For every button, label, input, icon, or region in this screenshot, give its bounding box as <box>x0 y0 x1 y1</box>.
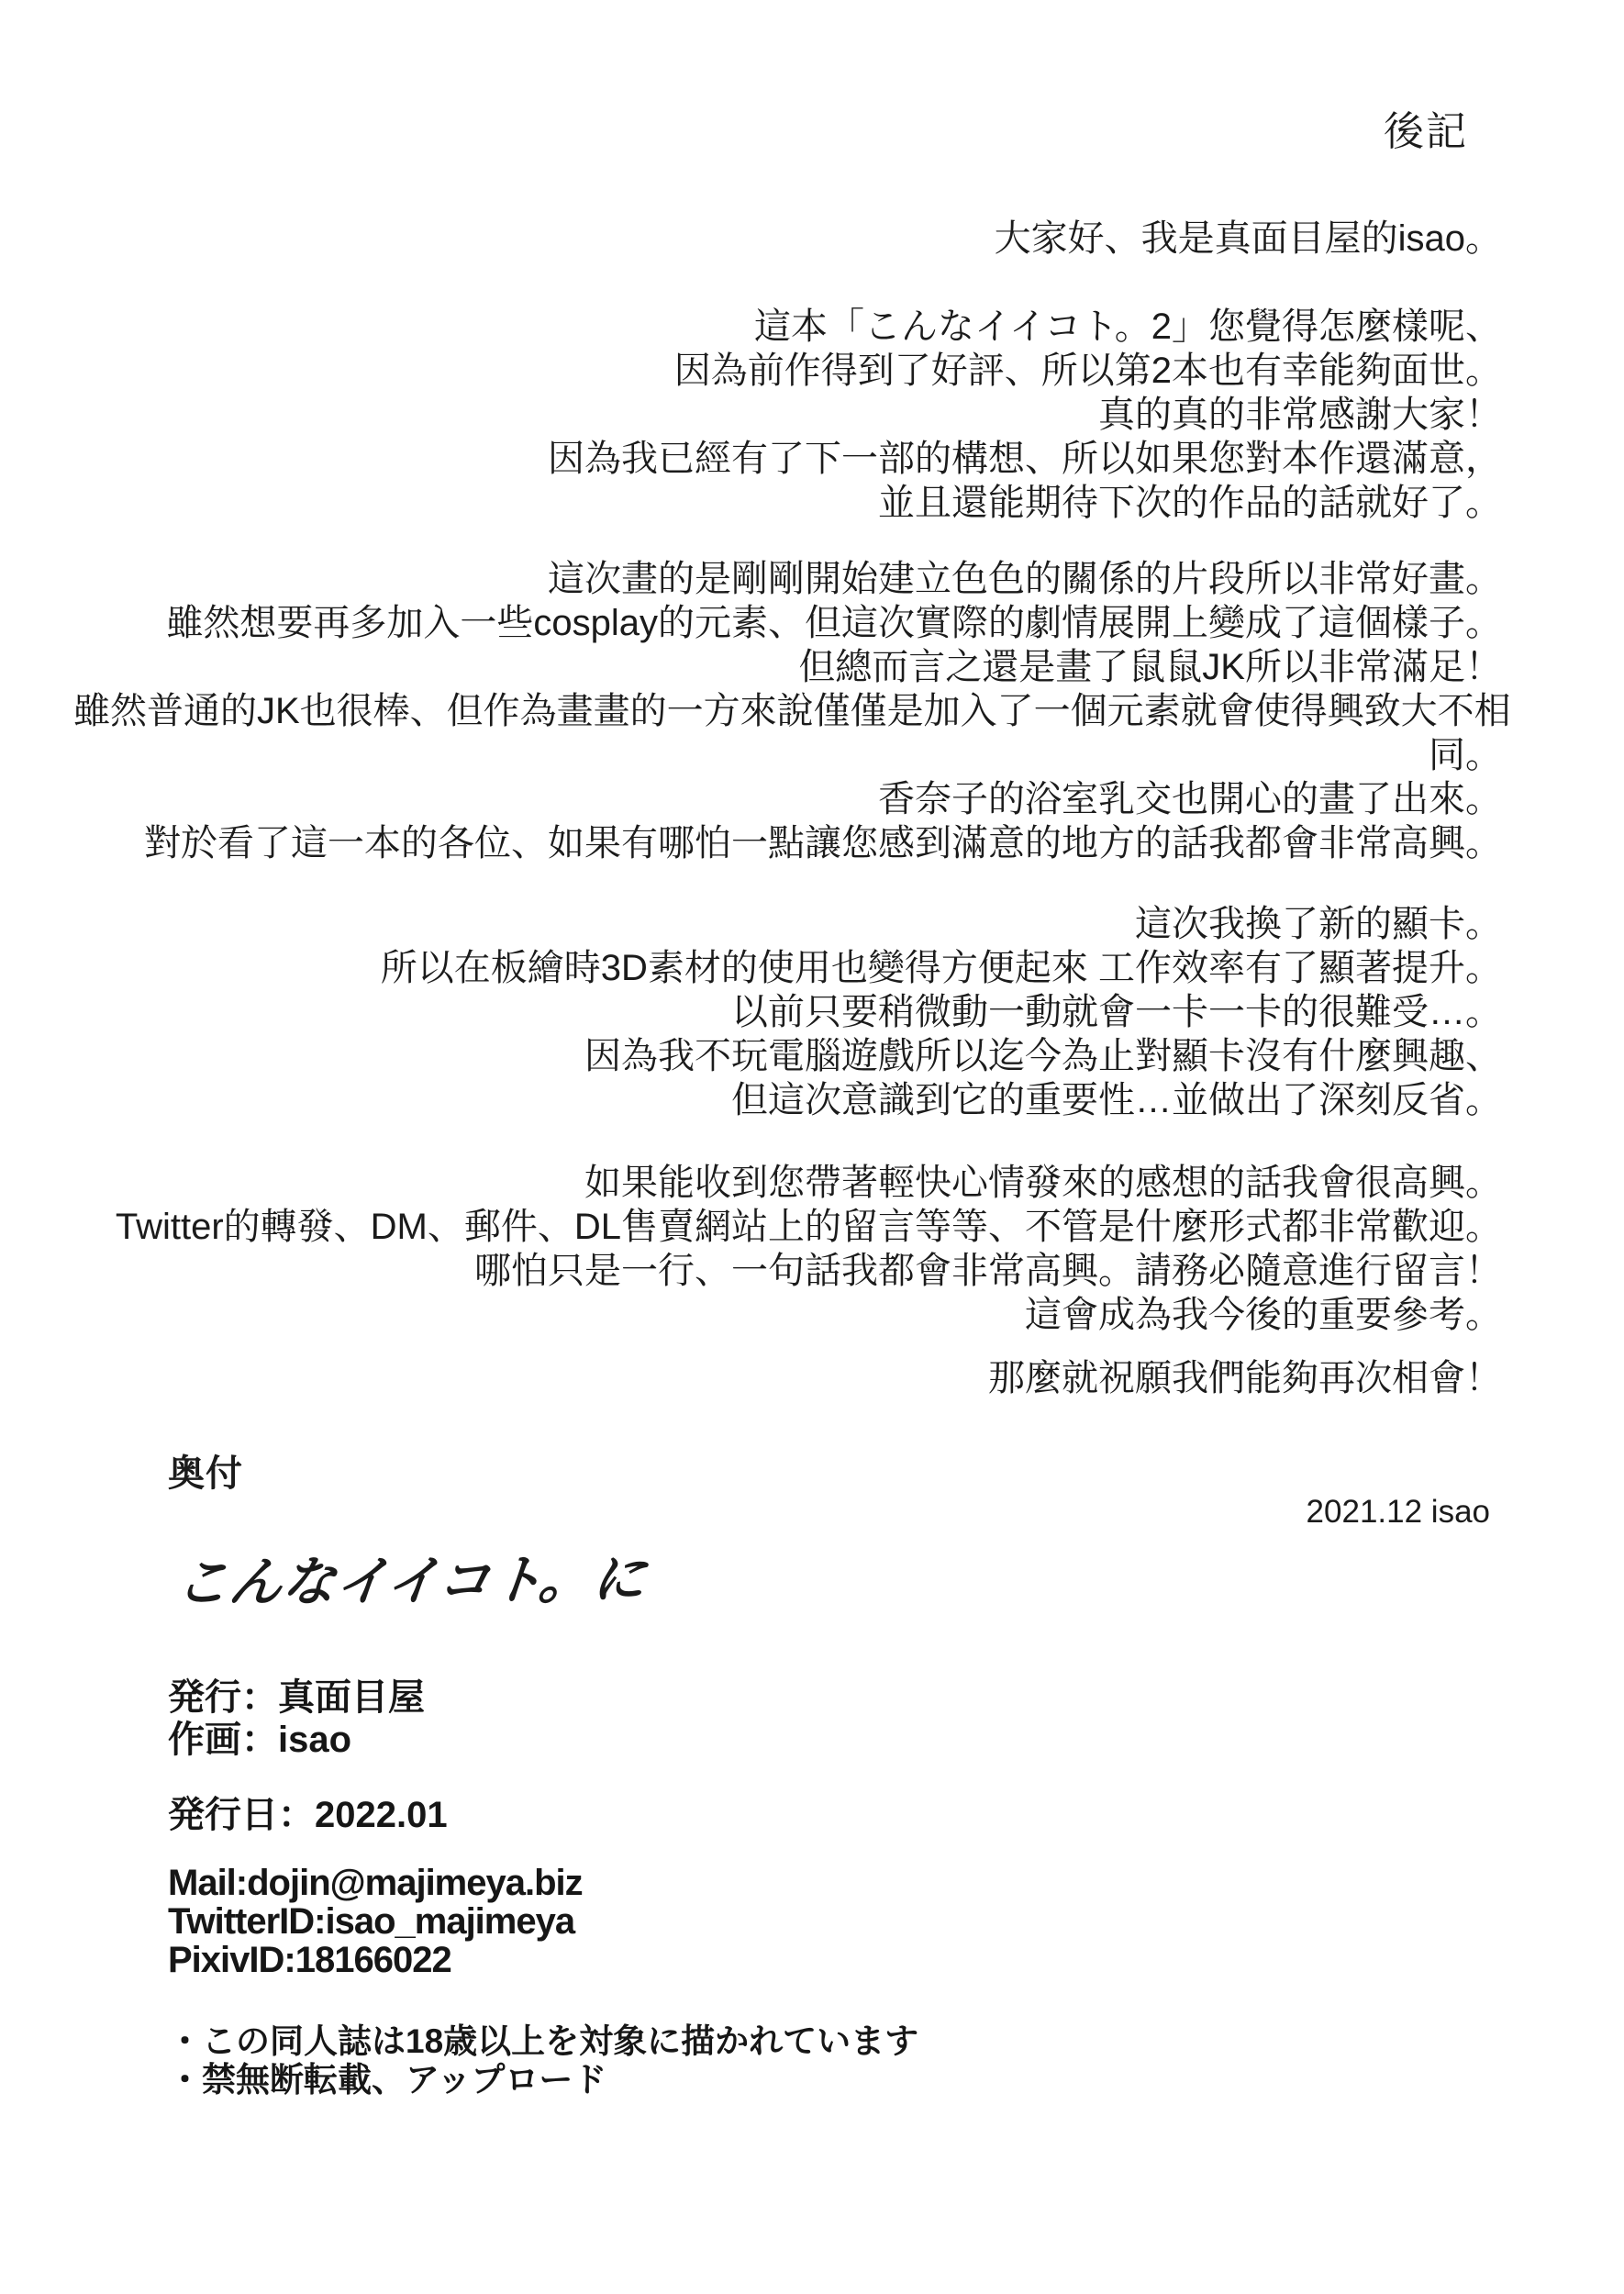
afterword-line: 真的真的非常感謝大家！ <box>1098 395 1502 435</box>
afterword-line: 雖然普通的JK也很棒、但作為畫畫的一方來說僅僅是加入了一個元素就會使得興致大不相 <box>73 691 1511 731</box>
artist-line: 作画：isao <box>168 1720 352 1760</box>
afterword-greeting-block <box>73 217 1502 261</box>
afterword-line: 因為我已經有了下一部的構想、所以如果您對本作還滿意， <box>548 439 1502 479</box>
afterword-farewell-block <box>73 1356 1502 1400</box>
colophon-heading: 奥付 <box>168 1453 243 1494</box>
pixiv-id-line: PixivID:18166022 <box>168 1940 451 1980</box>
afterword-line: 所以在板繪時3D素材的使用也變得方便起來 工作效率有了顯著提升。 <box>380 948 1502 988</box>
afterword-thanks-block <box>73 305 1502 525</box>
afterword-line: 因為我不玩電腦遊戲所以迄今為止對顯卡沒有什麼興趣、 <box>584 1036 1502 1076</box>
afterword-line: 以前只要稍微動一動就會一卡一卡的很難受…。 <box>731 992 1502 1032</box>
afterword-feedback-block <box>73 1161 1502 1337</box>
afterword-line: 這次畫的是剛剛開始建立色色的關係的片段所以非常好畫。 <box>548 559 1502 599</box>
afterword-line: 並且還能期待下次的作品的話就好了。 <box>878 483 1502 523</box>
date-credit: 2021.12 isao <box>1306 1494 1490 1530</box>
mail-line: Mail:dojin@majimeya.biz <box>168 1863 583 1903</box>
afterword-gpu-block <box>73 902 1502 1122</box>
afterword-line: 哪怕只是一行、一句話我都會非常高興。請務必隨意進行留言！ <box>474 1251 1502 1291</box>
afterword-line: 這本「こんなイイコト。2」您覺得怎麼樣呢、 <box>753 306 1502 347</box>
publisher-line: 発行：真面目屋 <box>168 1677 425 1718</box>
afterword-line: 雖然想要再多加入一些cosplay的元素、但這次實際的劇情展開上變成了這個樣子。 <box>166 603 1502 643</box>
afterword-line: 這次我換了新的顯卡。 <box>1135 904 1502 944</box>
afterword-line: 但總而言之還是畫了鼠鼠JK所以非常滿足！ <box>798 647 1502 687</box>
afterword-line: 但這次意識到它的重要性…並做出了深刻反省。 <box>731 1080 1502 1120</box>
no-reupload-notice-line: ・禁無断転載、アップロード <box>168 2061 607 2099</box>
afterword-line: 大家好、我是真面目屋的isao。 <box>994 218 1502 259</box>
twitter-id-line: TwitterID:isao_majimeya <box>168 1901 575 1942</box>
publish-date-line: 発行日：2022.01 <box>168 1795 448 1835</box>
series-logo: こんなイイコト。に <box>172 1549 649 1614</box>
afterword-line: 香奈子的浴室乳交也開心的畫了出來。 <box>878 779 1502 819</box>
age-notice-line: ・この同人誌は18歳以上を対象に描かれています <box>168 2022 919 2060</box>
afterword-line: 如果能收到您帶著輕快心情發來的感想的話我會很高興。 <box>584 1163 1502 1203</box>
afterword-line: Twitter的轉發、DM、郵件、DL售賣網站上的留言等等、不管是什麼形式都非常歡迎。 <box>115 1207 1502 1247</box>
afterword-line: 同。 <box>1429 735 1502 775</box>
afterword-drawing-block <box>73 557 1511 865</box>
afterword-line: 這會成為我今後的重要參考。 <box>1025 1295 1502 1335</box>
afterword-line: 對於看了這一本的各位、如果有哪怕一點讓您感到滿意的地方的話我都會非常高興。 <box>144 823 1502 863</box>
page-title: 後記 <box>1384 109 1468 154</box>
afterword-line: 因為前作得到了好評、所以第2本也有幸能夠面世。 <box>673 351 1502 391</box>
afterword-line: 那麼就祝願我們能夠再次相會！ <box>988 1358 1502 1398</box>
